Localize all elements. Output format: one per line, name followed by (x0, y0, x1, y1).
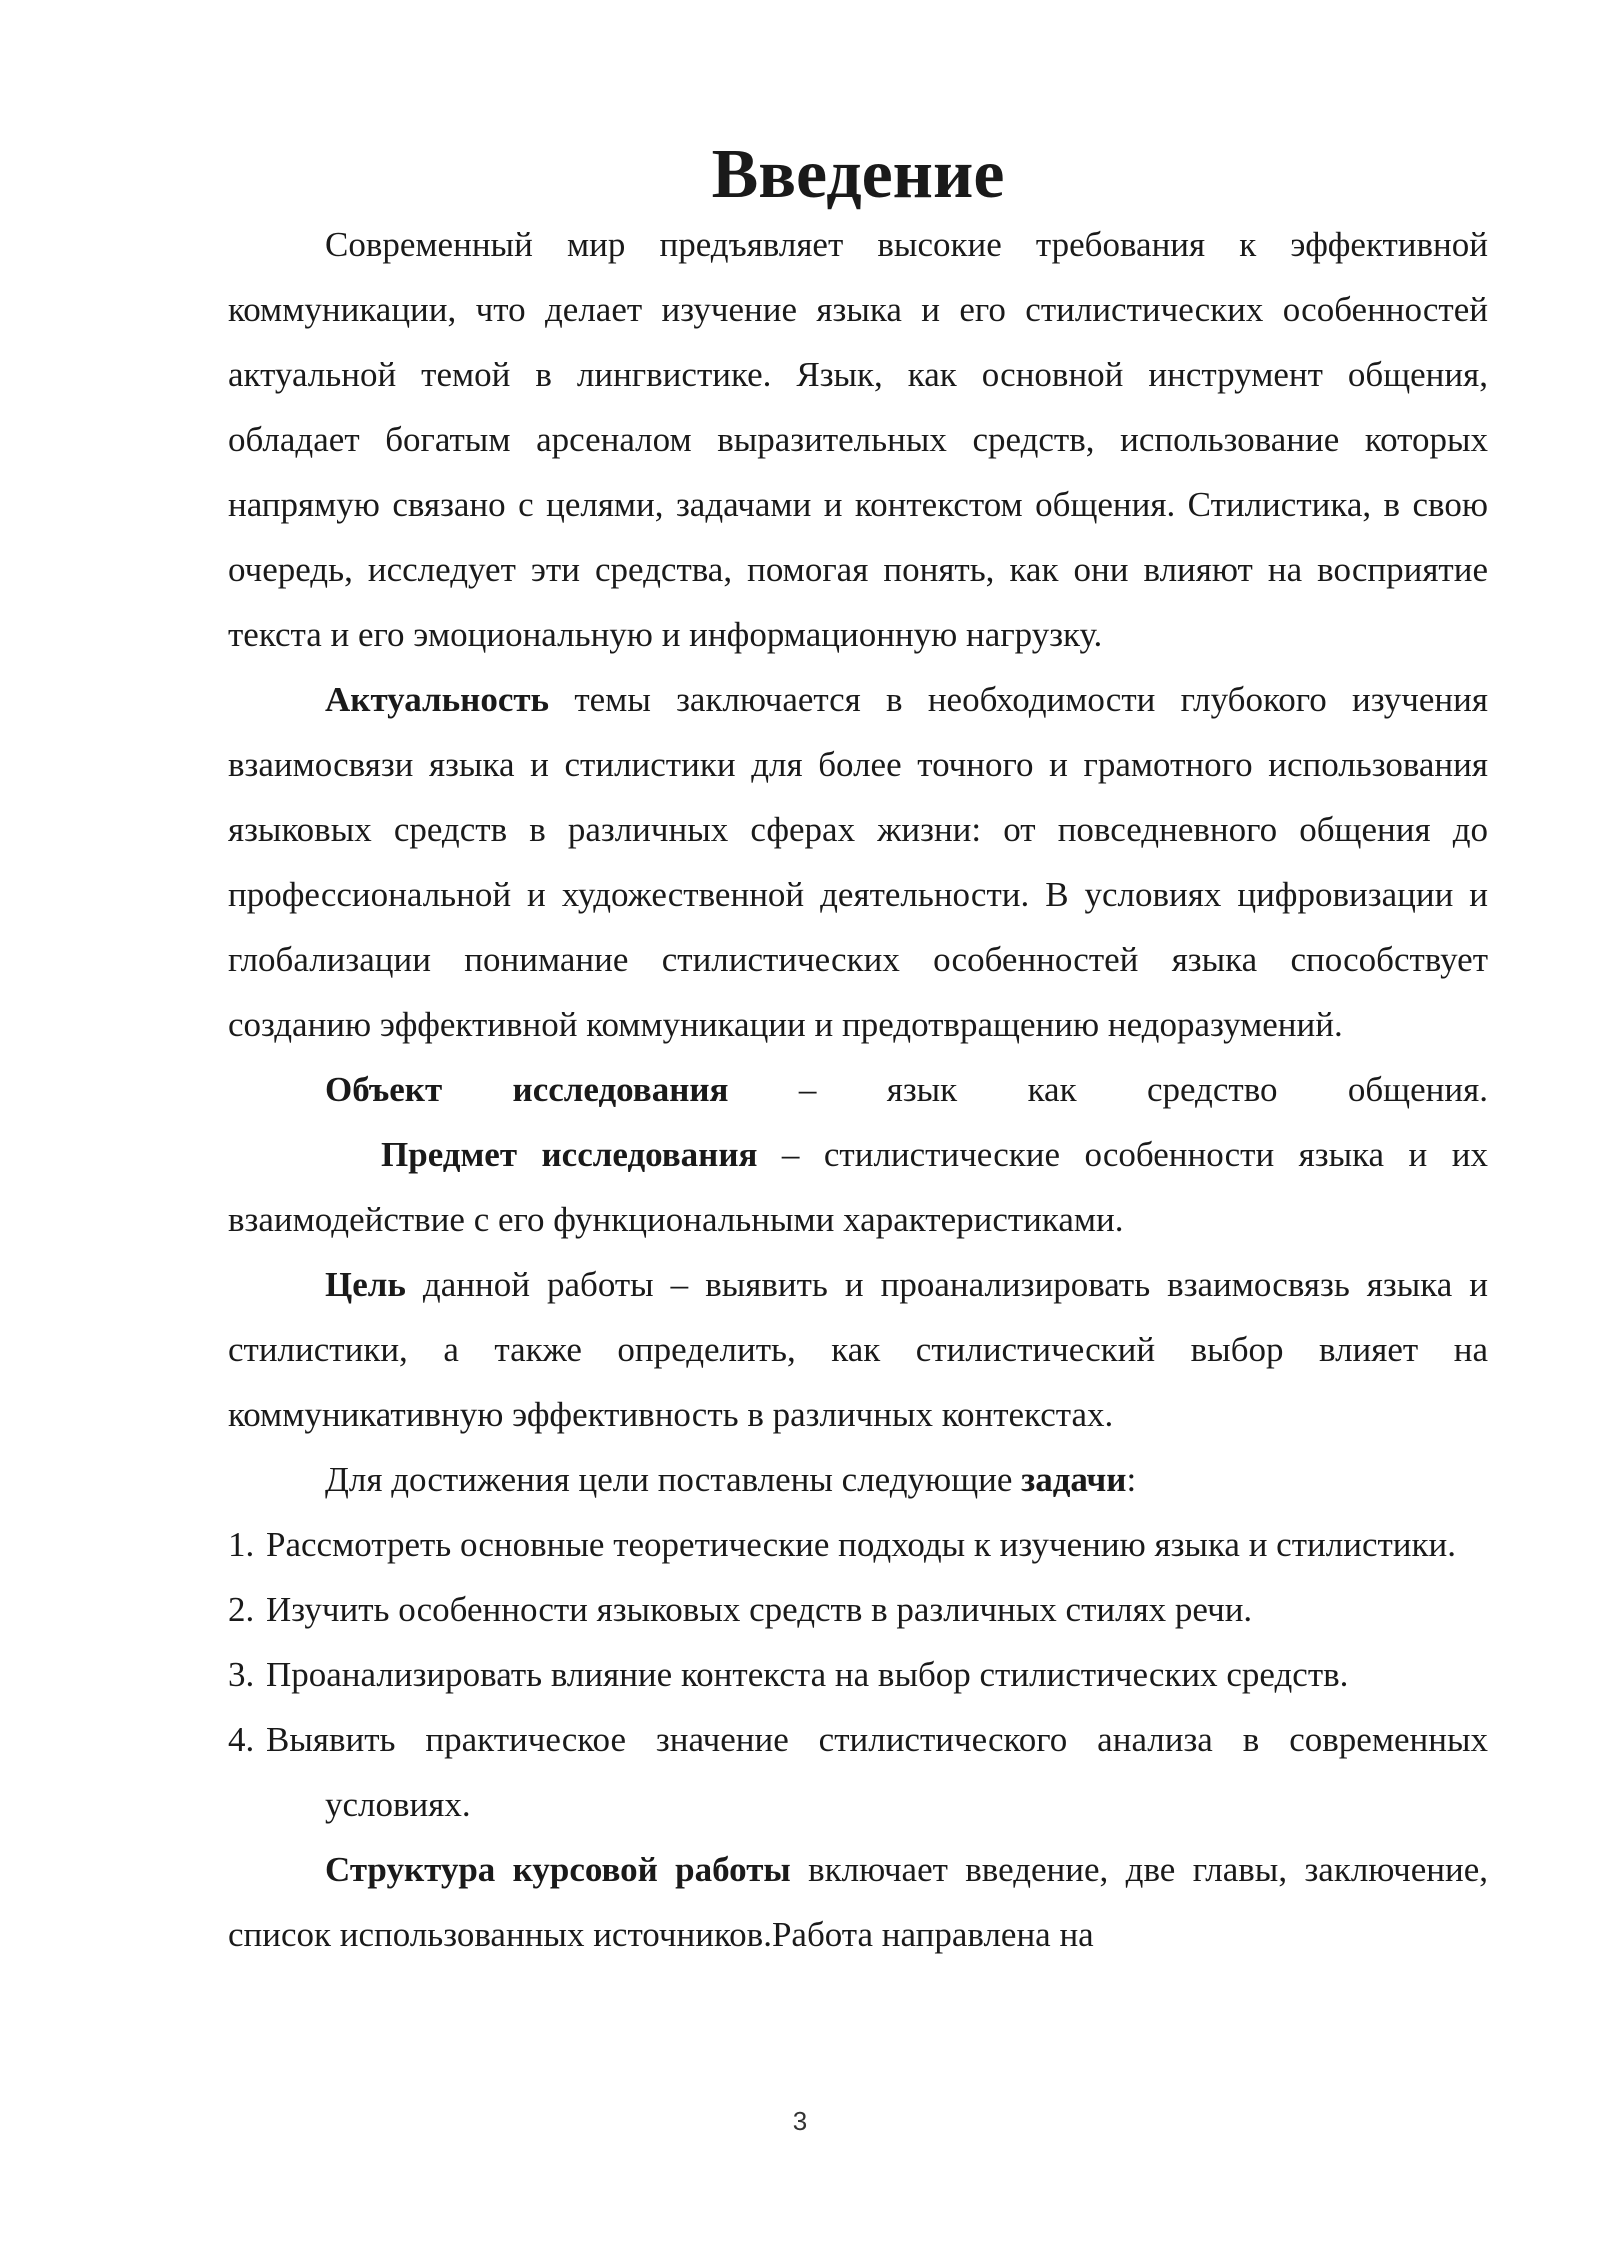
relevance-label: Актуальность (325, 680, 550, 719)
goal-paragraph (228, 1252, 1488, 1447)
tasks-label: задачи (1021, 1460, 1127, 1499)
list-item (228, 1707, 1488, 1837)
object-paragraph (228, 1057, 1488, 1122)
subject-text: – стилистические особенности языка и их взаимодействие с его функциональными характеристиками. (228, 1135, 1488, 1239)
object-word-2: как (1027, 1070, 1077, 1109)
goal-text: данной работы – выявить и проанализировать взаимосвязь языка и стилистики, а также определить, как стилистический выбор влияет на коммуникативную эффективность в различных контекстах. (228, 1265, 1488, 1434)
object-word-1: язык (886, 1070, 958, 1109)
document-page (228, 136, 1488, 1967)
list-item (228, 1577, 1488, 1642)
list-item-number: 3. (228, 1655, 255, 1694)
subject-paragraph (228, 1122, 1488, 1252)
subject-label: Предмет исследования (381, 1135, 758, 1174)
list-item-number: 4. (228, 1720, 255, 1759)
relevance-paragraph (228, 667, 1488, 1057)
list-item-number: 2. (228, 1590, 255, 1629)
structure-paragraph (228, 1837, 1488, 1967)
object-label-2: исследования (512, 1070, 729, 1109)
tasks-intro (228, 1447, 1488, 1512)
tasks-list (228, 1512, 1488, 1837)
list-item (228, 1642, 1488, 1707)
tasks-colon: : (1126, 1460, 1137, 1499)
list-item-text: Выявить практическое значение стилистического анализа в современных условиях. (266, 1720, 1488, 1824)
structure-label: Структура курсовой работы (325, 1850, 791, 1889)
object-label-1: Объект (325, 1070, 443, 1109)
object-word-3: средство (1146, 1070, 1278, 1109)
relevance-text: темы заключается в необходимости глубокого изучения взаимосвязи языка и стилистики для более точного и грамотного использования языковых средств в различных сферах жизни: от повседневного общения до профессиональной и художественной деятельности. В условиях цифровизации и глобализации понимание стилистических особенностей языка способствует созданию эффективной коммуникации и предотвращению недоразумений. (228, 680, 1488, 1044)
goal-label: Цель (325, 1265, 406, 1304)
list-item-text: Проанализировать влияние контекста на выбор стилистических средств. (266, 1655, 1349, 1694)
object-word-4: общения. (1347, 1070, 1488, 1109)
list-item-text: Изучить особенности языковых средств в различных стилях речи. (266, 1590, 1253, 1629)
list-item (228, 1512, 1488, 1577)
page-number: 3 (792, 2106, 808, 2136)
tasks-intro-text: Для достижения цели поставлены следующие (325, 1460, 1022, 1499)
list-item-number: 1. (228, 1525, 255, 1564)
object-dash: – (798, 1070, 817, 1109)
list-item-text: Рассмотреть основные теоретические подходы к изучению языка и стилистики. (266, 1525, 1456, 1564)
structure-text: включает введение, две главы, заключение, список использованных источников.Работа направлена на (228, 1850, 1488, 1954)
intro-paragraph: Современный мир предъявляет высокие требования к эффективной коммуникации, что делает изучение языка и его стилистических особенностей актуальной темой в лингвистике. Язык, как основной инструмент общения, обладает богатым арсеналом выразительных средств, использование которых напрямую связано с целями, задачами и контекстом общения. Стилистика, в свою очередь, исследует эти средства, помогая понять, как они влияют на восприятие текста и его эмоциональную и информационную нагрузку. (228, 225, 1488, 654)
page-title: Введение (711, 136, 1005, 213)
